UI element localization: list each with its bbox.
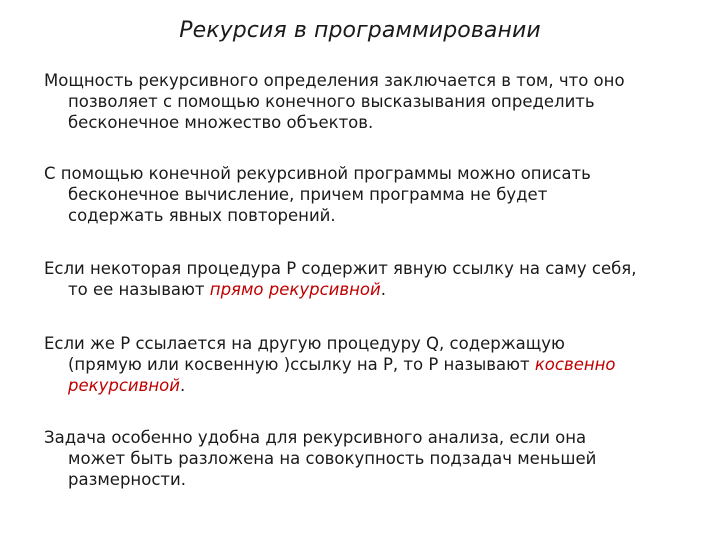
paragraph-line: С помощью конечной рекурсивной программы можно описать — [44, 164, 591, 183]
paragraph-line: бесконечное множество объектов. — [68, 113, 374, 132]
line-punctuation: . — [380, 280, 386, 299]
paragraph-line: Мощность рекурсивного определения заключается в том, что оно — [44, 71, 625, 90]
term-recursive: рекурсивной — [68, 376, 180, 395]
paragraph-recursion-power — [44, 70, 684, 133]
paragraph-line: бесконечное вычисление, причем программа не будет — [68, 185, 548, 204]
paragraph-line: Если некоторая процедура P содержит явную ссылку на саму себя, — [44, 259, 637, 278]
line-text: то ее называют — [68, 280, 210, 299]
paragraph-line: может быть разложена на совокупность подзадач меньшей — [68, 449, 597, 468]
paragraph-recursive-analysis — [44, 427, 684, 490]
paragraph-indirect-recursion — [44, 333, 684, 396]
paragraph-line: размерности. — [68, 470, 186, 489]
paragraph-direct-recursion — [44, 258, 684, 300]
paragraph-line: позволяет с помощью конечного высказывания определить — [68, 92, 595, 111]
paragraph-line: содержать явных повторений. — [68, 206, 336, 225]
paragraph-finite-program — [44, 163, 684, 226]
slide-title: Рекурсия в программировании — [179, 18, 541, 43]
line-text: (прямую или косвенную )ссылку на P, то P называют — [68, 355, 535, 374]
term-indirect: косвенно — [534, 355, 616, 374]
paragraph-line: Задача особенно удобна для рекурсивного анализа, если она — [44, 428, 587, 447]
paragraph-line — [44, 279, 684, 300]
term-direct-recursive: прямо рекурсивной — [209, 280, 381, 299]
line-punctuation: . — [179, 376, 186, 395]
paragraph-line — [44, 375, 684, 396]
paragraph-line — [44, 354, 684, 375]
paragraph-line: Если же P ссылается на другую процедуру Q, содержащую — [44, 334, 565, 353]
